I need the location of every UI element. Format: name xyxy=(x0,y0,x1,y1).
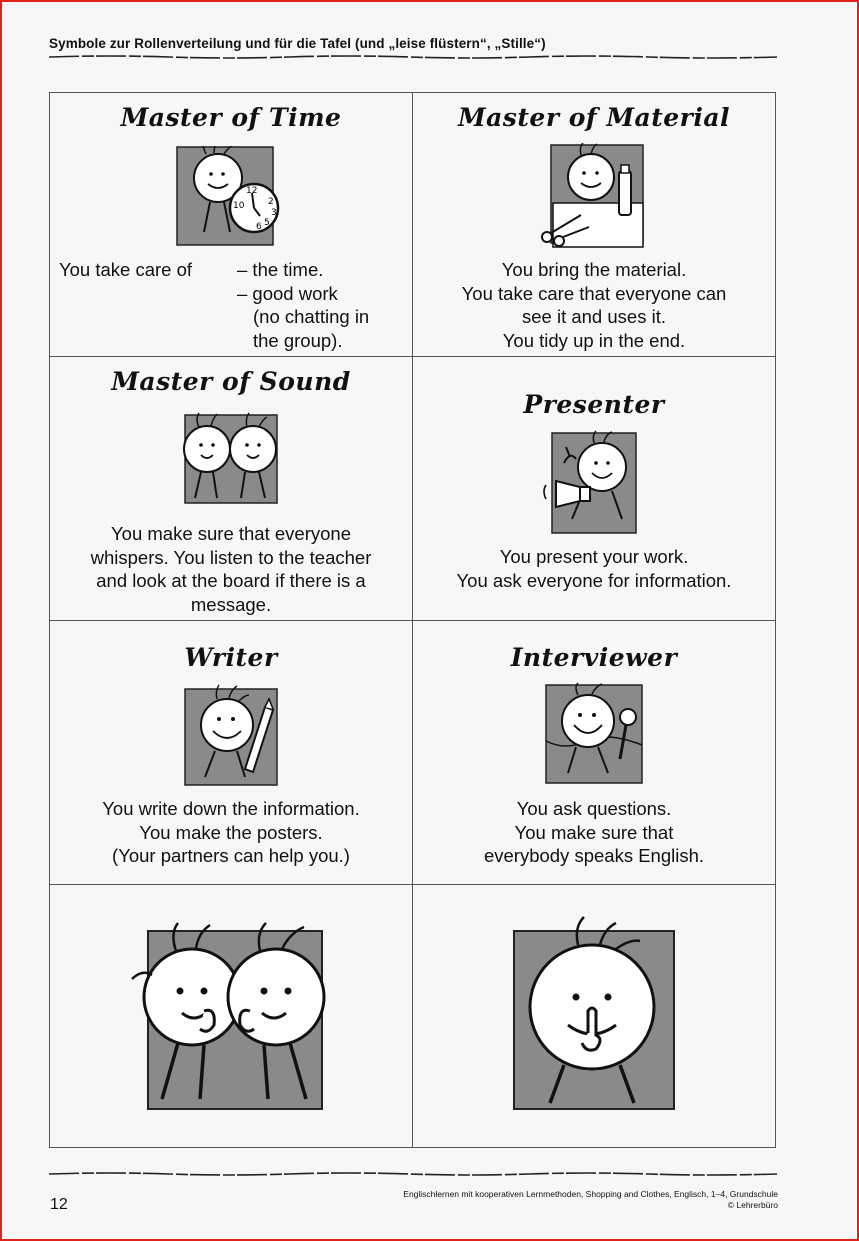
copyright-line: © Lehrerbüro xyxy=(727,1200,778,1210)
svg-text:10: 10 xyxy=(233,201,245,211)
svg-text:3: 3 xyxy=(271,208,277,218)
header-divider xyxy=(49,54,777,60)
master-of-material-picture xyxy=(541,143,647,251)
description-line: You tidy up in the end. xyxy=(502,329,686,351)
card-master-of-time xyxy=(50,93,413,357)
glue-stick-icon xyxy=(619,165,631,215)
description-line: and look at the board if there is a xyxy=(96,570,366,591)
description-line: message. xyxy=(190,593,272,615)
master-of-material-description xyxy=(413,258,775,352)
master-of-time-picture xyxy=(176,146,286,248)
presenter-description xyxy=(413,545,775,592)
svg-text:12: 12 xyxy=(246,186,258,196)
description-line: You take care that everyone can xyxy=(461,282,727,304)
clock-icon xyxy=(230,184,278,232)
card-writer xyxy=(50,621,413,885)
role-card-grid xyxy=(49,92,776,1148)
card-title: Master of Material xyxy=(457,103,731,132)
card-interviewer xyxy=(413,621,775,885)
footer-credit xyxy=(403,1189,778,1211)
svg-text:2: 2 xyxy=(268,197,274,207)
whisper-picture xyxy=(126,915,336,1130)
presenter-picture xyxy=(542,429,646,535)
interviewer-picture xyxy=(542,681,646,787)
description-item: (no chatting in xyxy=(253,306,370,327)
description-line: whispers. You listen to the teacher xyxy=(90,546,372,568)
description-line: You present your work. xyxy=(499,546,689,567)
writer-description xyxy=(50,797,412,868)
description-line: You bring the material. xyxy=(501,259,687,280)
credit-line: Englischlernen mit kooperativen Lernmethoden, Shopping and Clothes, Englisch, 1–4, Grundschule xyxy=(403,1189,778,1199)
description-line: You write down the information. xyxy=(102,798,360,819)
writer-picture xyxy=(179,683,283,787)
page-number: 12 xyxy=(50,1196,68,1213)
description-line: everybody speaks English. xyxy=(483,845,705,866)
card-master-of-material xyxy=(413,93,775,357)
description-item: the group). xyxy=(253,329,343,351)
description-line: You ask questions. xyxy=(516,798,672,819)
footer-divider xyxy=(49,1171,777,1177)
silence-picture xyxy=(504,915,684,1130)
card-title: Interviewer xyxy=(510,643,678,672)
master-of-sound-description xyxy=(50,522,412,616)
description-lead: You take care of xyxy=(59,259,193,280)
description-line: You make the posters. xyxy=(139,821,323,843)
card-whisper-symbol xyxy=(50,885,413,1147)
page-title: Symbole zur Rollenverteilung und für die Tafel (und „leise flüstern“, „Stille“) xyxy=(49,36,546,51)
master-of-sound-picture xyxy=(179,409,283,507)
card-presenter xyxy=(413,357,775,621)
description-item: – the time. xyxy=(237,259,324,280)
description-item: – good work xyxy=(237,282,338,304)
description-items xyxy=(237,258,369,352)
interviewer-description xyxy=(413,797,775,868)
card-title: Master of Sound xyxy=(111,367,351,396)
svg-text:6: 6 xyxy=(256,222,262,232)
card-title: Presenter xyxy=(523,390,665,419)
description-line: see it and uses it. xyxy=(522,306,666,327)
card-master-of-sound xyxy=(50,357,413,621)
card-title: Writer xyxy=(184,643,278,672)
description-line: (Your partners can help you.) xyxy=(112,845,350,866)
svg-text:5: 5 xyxy=(264,218,270,228)
description-line: You make sure that xyxy=(514,821,674,843)
card-silence-symbol xyxy=(413,885,775,1147)
description-line: You ask everyone for information. xyxy=(456,569,732,591)
card-title: Master of Time xyxy=(120,103,342,132)
description-line: You make sure that everyone xyxy=(111,523,351,544)
